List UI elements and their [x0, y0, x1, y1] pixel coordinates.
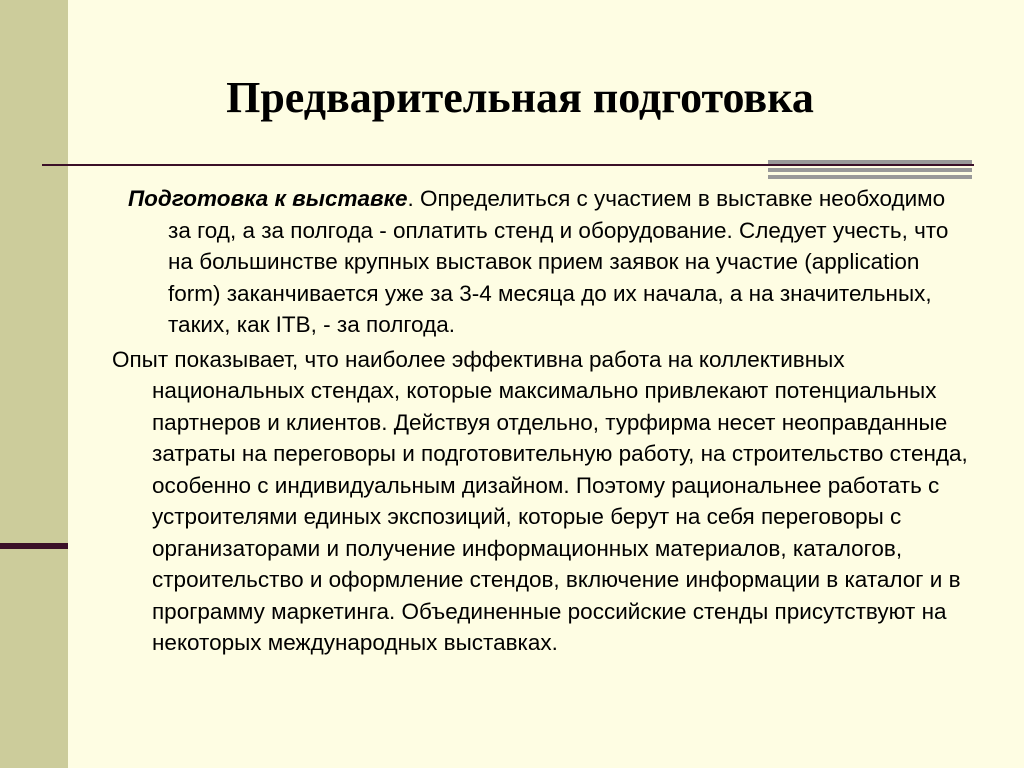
title-divider-line: [42, 164, 974, 166]
paragraph-text: Опыт показывает, что наиболее эффективна работа на коллективных национальных стендах, которые максимально привлекают потенциальных партнеров и клиентов. Действуя отдельно, турфирма несет неоправданные затраты на переговоры и подготовительную работу, на строительство стенда, особенно с индивидуальным дизайном. Поэтому рациональнее работать с устроителями единых экспозиций, которые берут на себя переговоры с организаторами и получение информационных материалов, каталогов, строительство и оформление стендов, включение информации в каталог и в программу маркетинга. Объединенные российские стенды присутствуют на некоторых международных выставках.: [112, 346, 968, 655]
slide-title: Предварительная подготовка: [226, 73, 814, 122]
lead-period: .: [407, 186, 414, 211]
paragraph-lead-phrase: Подготовка к выставке: [128, 186, 408, 211]
accent-bar-middle: [768, 168, 972, 172]
left-accent-rule: [0, 543, 68, 549]
body-paragraph-exhibition-prep: [128, 183, 970, 341]
slide-body: [110, 183, 970, 662]
paragraph-text: Определиться с участием в выставке необходимо за год, а за полгода - оплатить стенд и оборудование. Следует учесть, что на большинстве крупных выставок прием заявок на участие (application form) заканчивается уже за 3-4 месяца до их начала, а на значительных, таких, как ITB, - за полгода.: [168, 186, 949, 337]
body-paragraph-national-stands: [112, 344, 970, 659]
accent-bar-bottom: [768, 175, 972, 179]
accent-bar-top: [768, 160, 972, 164]
left-decorative-band: [0, 0, 68, 768]
